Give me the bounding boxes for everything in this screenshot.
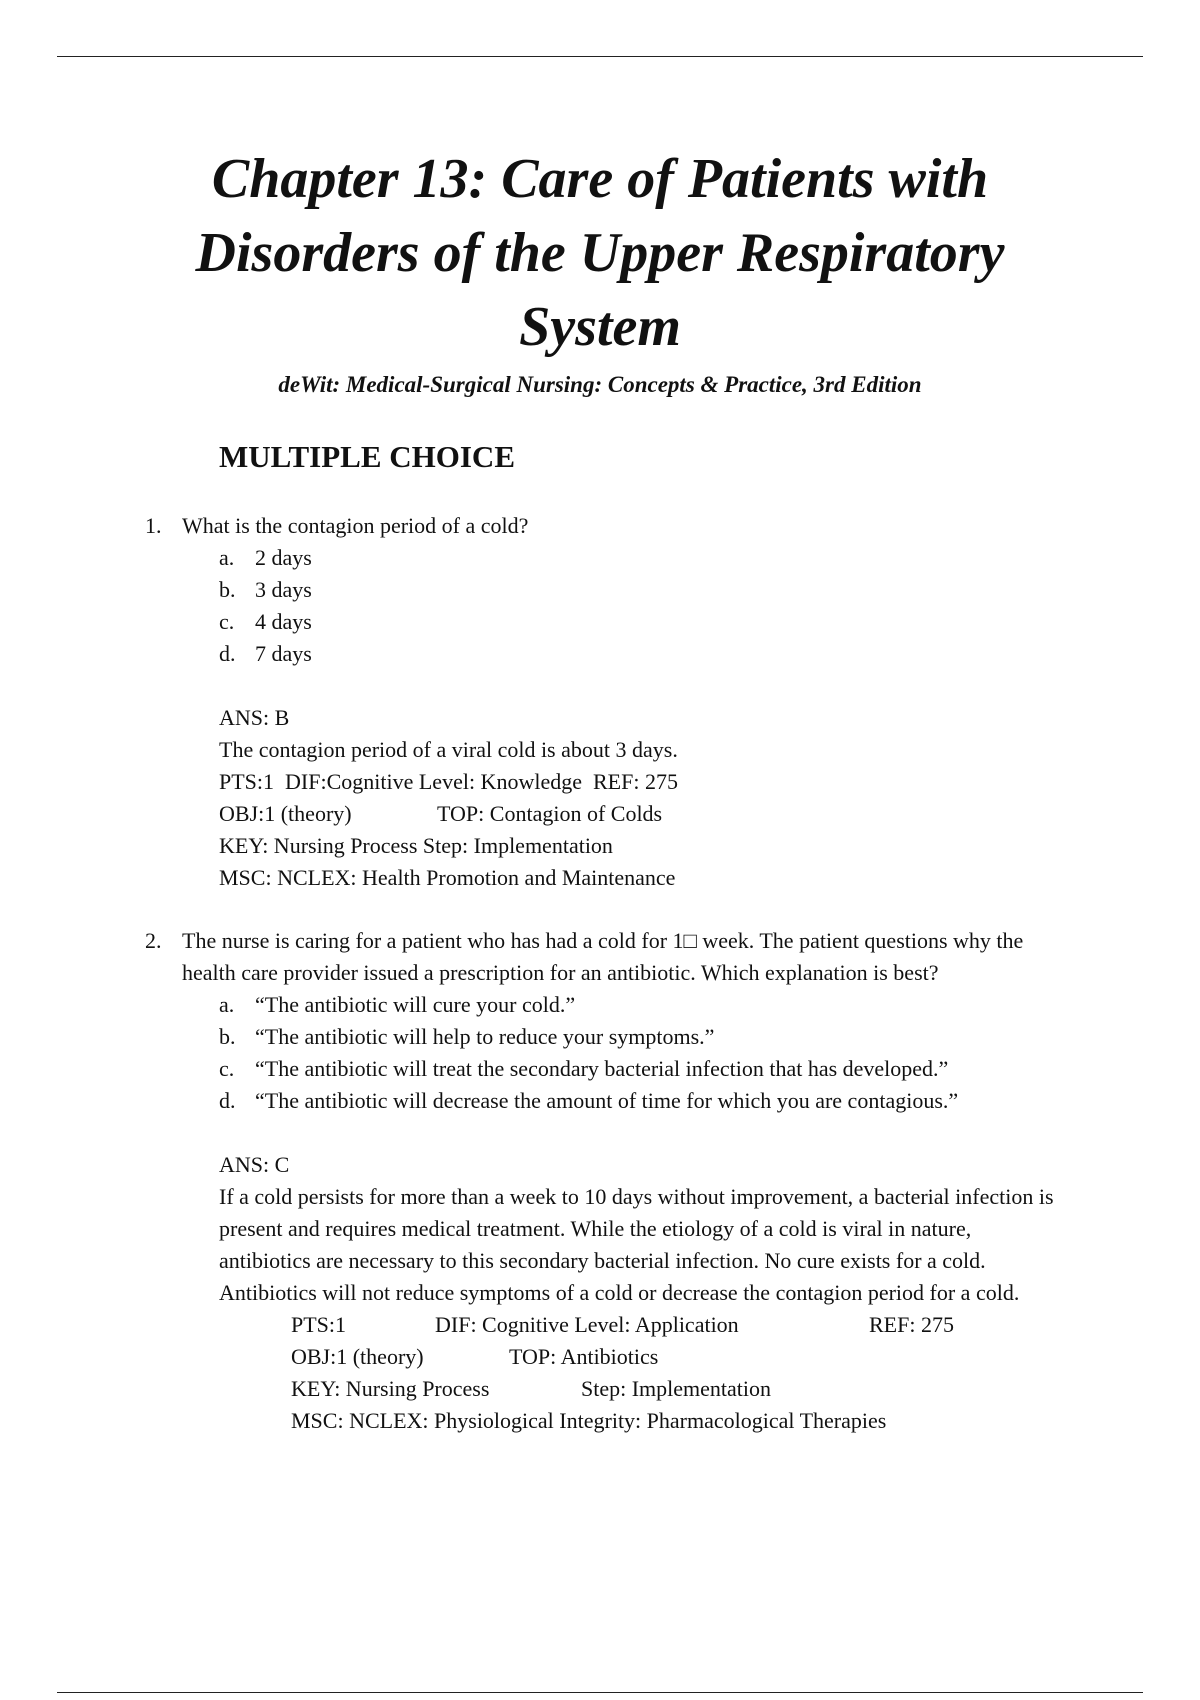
- meta-block: [219, 1309, 1075, 1437]
- topic: TOP: Antibiotics: [509, 1344, 659, 1369]
- option-letter: c.: [219, 609, 235, 634]
- option-b: [219, 1021, 1075, 1053]
- keyword: KEY: Nursing Process: [291, 1376, 490, 1401]
- question-stem: [145, 925, 1075, 989]
- option-c: [219, 1053, 1075, 1085]
- difficulty: DIF: Cognitive Level: Application: [435, 1312, 739, 1337]
- book-subtitle: deWit: Medical-Surgical Nursing: Concepts & Practice, 3rd Edition: [278, 372, 922, 397]
- answer-key: ANS: C: [219, 1152, 290, 1177]
- option-a: [219, 989, 1075, 1021]
- page-title: [0, 142, 1200, 364]
- question-2: [145, 925, 1075, 1437]
- option-text: “The antibiotic will help to reduce your symptoms.”: [255, 1024, 715, 1049]
- option-d: [219, 638, 1075, 670]
- option-letter: a.: [219, 545, 235, 570]
- option-text: “The antibiotic will decrease the amount of time for which you are contagious.”: [255, 1088, 959, 1113]
- question-text: What is the contagion period of a cold?: [182, 513, 529, 538]
- question-1: [145, 510, 1075, 894]
- answer-block: [145, 1149, 1075, 1437]
- answer-options: [145, 542, 1075, 670]
- meta-row-3: [291, 1373, 1075, 1405]
- meta-row-1: [219, 766, 1075, 798]
- objective: OBJ:1 (theory): [291, 1344, 424, 1369]
- rationale: The contagion period of a viral cold is about 3 days.: [219, 737, 678, 762]
- option-letter: b.: [219, 1024, 236, 1049]
- question-stem: [145, 510, 1075, 542]
- option-text: “The antibiotic will cure your cold.”: [255, 992, 576, 1017]
- question-number: 1.: [145, 513, 162, 538]
- option-d: [219, 1085, 1075, 1117]
- option-text: 2 days: [255, 545, 312, 570]
- objective: OBJ:1 (theory): [219, 801, 352, 826]
- msc: MSC: NCLEX: Physiological Integrity: Pharmacological Therapies: [291, 1408, 887, 1433]
- points: PTS:1: [291, 1312, 347, 1337]
- difficulty: DIF:Cognitive Level: Knowledge: [285, 769, 582, 794]
- title-line: Chapter 13: Care of Patients with: [211, 148, 989, 210]
- points: PTS:1: [219, 769, 275, 794]
- reference: REF: 275: [869, 1312, 954, 1337]
- bottom-rule: [57, 1692, 1143, 1693]
- option-letter: c.: [219, 1056, 235, 1081]
- keyword: KEY: Nursing Process Step: Implementation: [219, 833, 613, 858]
- option-letter: d.: [219, 1088, 236, 1113]
- option-letter: b.: [219, 577, 236, 602]
- answer-key: ANS: B: [219, 705, 290, 730]
- question-number: 2.: [145, 928, 162, 953]
- option-b: [219, 574, 1075, 606]
- answer-block: [145, 702, 1075, 894]
- title-line: System: [519, 296, 681, 358]
- answer-options: [145, 989, 1075, 1117]
- option-c: [219, 606, 1075, 638]
- option-text: “The antibiotic will treat the secondary bacterial infection that has developed.”: [255, 1056, 949, 1081]
- option-text: 3 days: [255, 577, 312, 602]
- option-letter: a.: [219, 992, 235, 1017]
- section-heading: MULTIPLE CHOICE: [219, 439, 515, 474]
- rationale: If a cold persists for more than a week to 10 days without improvement, a bacterial infection is present and requires medical treatment. While the etiology of a cold is viral in nature, antibiotics are necessary to this secondary bacterial infection. No cure exists for a cold. Antibiotics will not reduce symptoms of a cold or decrease the contagion period for a cold.: [219, 1184, 1054, 1305]
- step: Step: Implementation: [581, 1376, 772, 1401]
- option-text: 7 days: [255, 641, 312, 666]
- msc: MSC: NCLEX: Health Promotion and Maintenance: [219, 865, 676, 890]
- option-a: [219, 542, 1075, 574]
- question-text: The nurse is caring for a patient who has had a cold for 1□ week. The patient questions why the health care provider issued a prescription for an antibiotic. Which explanation is best?: [182, 928, 1024, 985]
- option-text: 4 days: [255, 609, 312, 634]
- meta-row-2: [291, 1341, 1075, 1373]
- reference: REF: 275: [592, 769, 678, 794]
- top-rule: [57, 56, 1143, 57]
- title-line: Disorders of the Upper Respiratory: [195, 222, 1005, 284]
- meta-row-1: [291, 1309, 1075, 1341]
- option-letter: d.: [219, 641, 236, 666]
- topic: TOP: Contagion of Colds: [437, 801, 663, 826]
- meta-row-2: [219, 798, 1075, 830]
